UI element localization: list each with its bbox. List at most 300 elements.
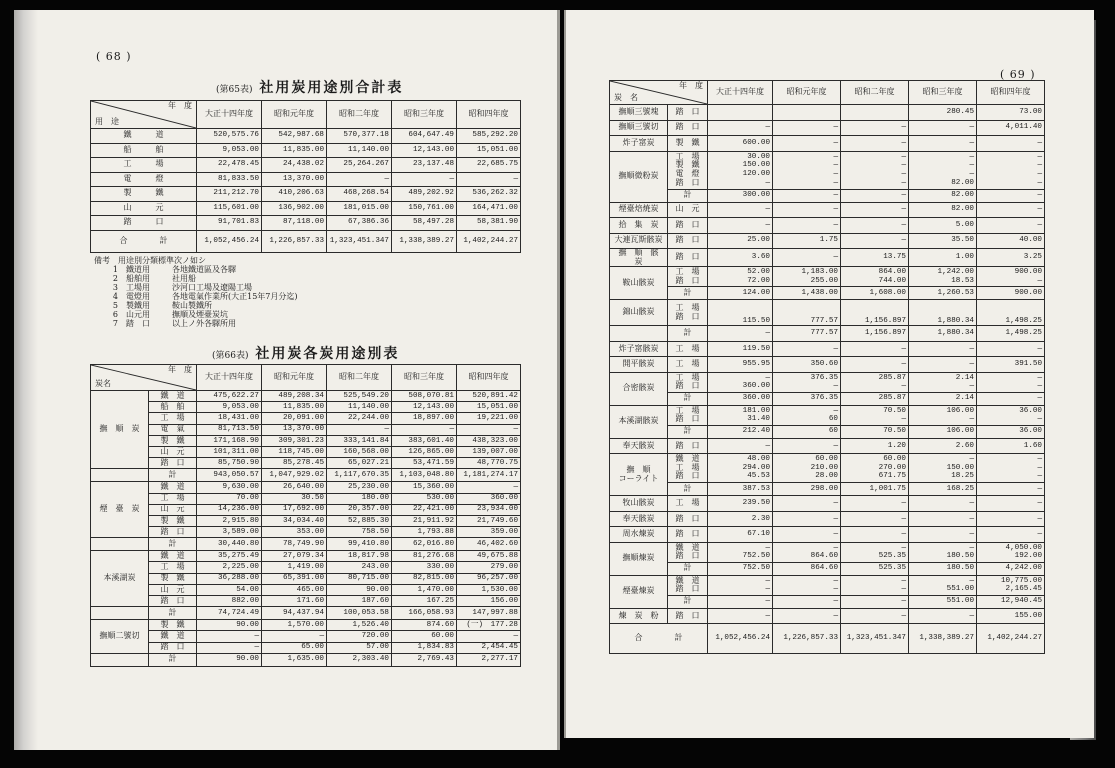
- continued-use-label: 工 場: [668, 357, 708, 373]
- table-continued-corner: [610, 81, 708, 105]
- continued-row: [610, 136, 1045, 152]
- table66-year-header: 昭和四年度: [457, 365, 521, 391]
- table65-row: [91, 187, 521, 202]
- table66-coal-name: 煙 臺 炭: [91, 482, 149, 538]
- continued-group-row: [610, 542, 1045, 562]
- table66-cell: 90.00: [327, 584, 392, 595]
- continued-row: [610, 105, 1045, 121]
- table66-cell: 882.00: [197, 596, 262, 607]
- continued-coal-name: 大連瓦斯骸炭: [610, 233, 668, 249]
- table66-cell: 1,526.40: [327, 620, 392, 631]
- table-continued-year-header: 大正十四年度: [708, 81, 773, 105]
- continued-use-label: [668, 405, 708, 425]
- note-description: 各地鐵道區及各驛: [172, 265, 236, 274]
- continued-subtotal-cell: 1,438.00: [773, 287, 841, 300]
- table-continued-corner-year: 年 度: [679, 81, 703, 90]
- continued-cell: —: [841, 357, 909, 373]
- table66-subtotal-cell: 147,997.88: [457, 607, 521, 620]
- continued-coal-name: 錦山骸炭: [610, 300, 668, 326]
- table66-cell: 167.25: [392, 596, 457, 607]
- continued-subtotal-label: 計: [668, 287, 708, 300]
- continued-cell: — 180.50: [909, 542, 977, 562]
- table65-cell: 22,685.75: [457, 158, 521, 173]
- table66-cell: 18,817.98: [327, 551, 392, 562]
- table65-cell: 58,497.28: [392, 216, 457, 231]
- continued-use-line: 踏 口: [675, 471, 700, 481]
- table66-row: [91, 413, 521, 424]
- table65-cell: 22,478.45: [197, 158, 262, 173]
- continued-cell: 955.95: [708, 357, 773, 373]
- notes-heading: 備考 用途別分類標準次ノ如シ: [94, 256, 206, 265]
- continued-cell: —: [841, 341, 909, 357]
- continued-use-line: 踏 口: [675, 381, 700, 391]
- table66-subtotal-row: [91, 607, 521, 620]
- table66-year-header: 昭和二年度: [327, 365, 392, 391]
- table65-row: [91, 201, 521, 216]
- table66-use-label: 山 元: [149, 504, 197, 515]
- continued-cell: —: [841, 202, 909, 218]
- continued-subtotal-cell: —: [977, 483, 1045, 496]
- note-number: 6: [112, 310, 118, 319]
- table66-row: [91, 631, 521, 642]
- table66-cell: 1,419.00: [262, 562, 327, 573]
- table66-corner: [91, 365, 197, 391]
- table65-row: [91, 129, 521, 144]
- note-term: 山元用: [126, 310, 150, 319]
- continued-cell: — 551.00: [909, 575, 977, 595]
- continued-total-cell: 1,052,456.24: [708, 624, 773, 654]
- continued-subtotal-label: 計: [668, 392, 708, 405]
- continued-cell: 1,156.897: [841, 326, 909, 342]
- table66: [90, 364, 521, 667]
- table66-cell: —: [457, 482, 521, 493]
- table66-cell: 65,027.21: [327, 458, 392, 469]
- table66-cell: 52,885.30: [327, 515, 392, 526]
- table66-use-label: 工 場: [149, 413, 197, 424]
- continued-cell: 25.00: [708, 233, 773, 249]
- table66-use-label: 鐵 道: [149, 482, 197, 493]
- continued-use-line: 踏 口: [675, 551, 700, 561]
- continued-cell: —: [773, 496, 841, 512]
- table66-corner-year: 年 度: [168, 365, 192, 374]
- table66-subtotal-cell: 2,303.40: [327, 653, 392, 666]
- continued-subtotal-label: 計: [668, 483, 708, 496]
- continued-cell: — 360.00: [708, 372, 773, 392]
- continued-subtotal-cell: 124.00: [708, 287, 773, 300]
- table65-cell: 23,137.48: [392, 158, 457, 173]
- continued-row: [610, 249, 1045, 267]
- continued-coal-name: 撫順煉炭: [610, 542, 668, 575]
- table66-cell: 359.00: [457, 527, 521, 538]
- table66-corner-coal: 炭名: [95, 379, 111, 389]
- table66-use-label: 踏 口: [149, 527, 197, 538]
- continued-cell: —: [977, 527, 1045, 543]
- continued-cell: —: [909, 527, 977, 543]
- table66-cell: 118,745.00: [262, 446, 327, 457]
- continued-cell: —: [909, 511, 977, 527]
- continued-cell: 181.00 31.40: [708, 405, 773, 425]
- continued-cell: 1.60: [977, 438, 1045, 454]
- continued-row: [610, 511, 1045, 527]
- table66-cell: 15,360.00: [392, 482, 457, 493]
- continued-subtotal-cell: 900.00: [977, 287, 1045, 300]
- continued-use-label: 踏 口: [668, 105, 708, 121]
- table65-cell: 570,377.18: [327, 129, 392, 144]
- continued-cell: 600.00: [708, 136, 773, 152]
- page-number-right: ( 69 ): [1000, 68, 1036, 81]
- table-continued-corner-coal: 炭 名: [614, 93, 638, 103]
- table65-cell: 24,438.02: [262, 158, 327, 173]
- table66-cell: 12,143.00: [392, 402, 457, 413]
- table66-cell: 14,236.00: [197, 504, 262, 515]
- table65-total-cell: 1,226,857.33: [262, 230, 327, 252]
- table66-subtotal-cell: 166,058.93: [392, 607, 457, 620]
- continued-cell: — —: [977, 372, 1045, 392]
- continued-use-label: 踏 口: [668, 438, 708, 454]
- table66-cell: —: [197, 631, 262, 642]
- table65-cell: 410,206.63: [262, 187, 327, 202]
- table66-subtotal-cell: 74,724.49: [197, 607, 262, 620]
- table66-subtotal-cell: 1,181,274.17: [457, 469, 521, 482]
- continued-cell: 3.60: [708, 249, 773, 267]
- table66-cell: 383,601.40: [392, 435, 457, 446]
- table66-cell: 15,051.00: [457, 402, 521, 413]
- table66-subtotal-row: [91, 538, 521, 551]
- continued-cell: —: [773, 136, 841, 152]
- continued-coal-name: 本溪湖骸炭: [610, 405, 668, 438]
- continued-subtotal-cell: 298.00: [773, 483, 841, 496]
- table66-cell: —: [327, 424, 392, 435]
- continued-cell: —: [773, 218, 841, 234]
- table66-cell: 70.00: [197, 493, 262, 504]
- continued-cell: 376.35 —: [773, 372, 841, 392]
- table66-cell: 11,140.00: [327, 402, 392, 413]
- table66-use-label: 工 場: [149, 493, 197, 504]
- continued-coal-name: 撫順三號切: [610, 120, 668, 136]
- continued-cell: 900.00 —: [977, 267, 1045, 287]
- table66-cell: 22,421.00: [392, 504, 457, 515]
- table65-use-label: 鐵 道: [91, 129, 197, 144]
- table66-cell: 353.00: [262, 527, 327, 538]
- table66-cell: 96,257.00: [457, 573, 521, 584]
- table66-cell: 330.00: [392, 562, 457, 573]
- table66-subtotal-cell: 1,047,929.02: [262, 469, 327, 482]
- continued-subtotal-cell: 82.00: [909, 189, 977, 202]
- continued-use-label: 踏 口: [668, 608, 708, 624]
- continued-row: [610, 608, 1045, 624]
- continued-total-cell: 1,402,244.27: [977, 624, 1045, 654]
- continued-subtotal-label: 計: [668, 595, 708, 608]
- continued-cell: 115.50: [708, 300, 773, 326]
- table65-title-text: 社用炭用途別合計表: [259, 80, 404, 96]
- continued-subtotal-row: [610, 483, 1045, 496]
- table66-subtotal-row: [91, 469, 521, 482]
- table66-row: [91, 596, 521, 607]
- table65-total-cell: 1,052,456.24: [197, 230, 262, 252]
- continued-cell: — — — —: [977, 151, 1045, 189]
- table66-cell: 874.60: [392, 620, 457, 631]
- continued-coal-name: 煙臺焙焼炭: [610, 202, 668, 218]
- continued-cell: 4,050.00 192.00: [977, 542, 1045, 562]
- continued-subtotal-cell: 387.53: [708, 483, 773, 496]
- note-term: 製鐵用: [126, 301, 150, 310]
- continued-cell: —: [841, 136, 909, 152]
- table66-cell: 34,034.40: [262, 515, 327, 526]
- table66-subtotal-label: 計: [149, 653, 197, 666]
- table-continued-year-header: 昭和二年度: [841, 81, 909, 105]
- continued-subtotal-cell: —: [977, 392, 1045, 405]
- continued-coal-name: 開平骸炭: [610, 357, 668, 373]
- table65-cell: 67,386.36: [327, 216, 392, 231]
- table65-row: [91, 143, 521, 158]
- continued-use-label: [668, 575, 708, 595]
- continued-cell: 1,880.34: [909, 326, 977, 342]
- continued-cell: 239.50: [708, 496, 773, 512]
- table65-total-cell: 1,323,451.347: [327, 230, 392, 252]
- continued-cell: 73.00: [977, 105, 1045, 121]
- continued-use-label: 計: [668, 326, 708, 342]
- continued-cell: —: [977, 136, 1045, 152]
- continued-subtotal-label: 計: [668, 425, 708, 438]
- continued-cell: 60.00 270.00 671.75: [841, 454, 909, 483]
- continued-cell: 13.75: [841, 249, 909, 267]
- table66-cell: 17,692.00: [262, 504, 327, 515]
- continued-row: [610, 527, 1045, 543]
- continued-cell: —: [773, 438, 841, 454]
- table66-blank-cell: [91, 607, 149, 620]
- table66-row: [91, 620, 521, 631]
- table66-subtotal-cell: 46,402.60: [457, 538, 521, 551]
- table66-use-label: 電 氣: [149, 424, 197, 435]
- continued-coal-name: 煙臺煉炭: [610, 575, 668, 608]
- table66-subtotal-cell: 943,050.57: [197, 469, 262, 482]
- table66-cell: 21,911.92: [392, 515, 457, 526]
- table66-cell: —: [457, 631, 521, 642]
- continued-cell: — 150.00 18.25: [909, 454, 977, 483]
- table66-subtotal-cell: 99,410.80: [327, 538, 392, 551]
- continued-subtotal-cell: —: [841, 189, 909, 202]
- continued-use-line: 製 鐵: [675, 160, 700, 170]
- continued-cell: —: [977, 511, 1045, 527]
- continued-coal-name: 鞍山骸炭: [610, 267, 668, 300]
- continued-cell: 391.50: [977, 357, 1045, 373]
- continued-coal-name: 煉 炭 粉: [610, 608, 668, 624]
- table66-subtotal-cell: 90.00: [197, 653, 262, 666]
- continued-cell: —: [909, 136, 977, 152]
- table65-use-label: 船 舶: [91, 143, 197, 158]
- table65-year-header: 昭和二年度: [327, 101, 392, 129]
- continued-cell: [773, 105, 841, 121]
- table66-cell: 85,278.45: [262, 458, 327, 469]
- continued-use-label: 踏 口: [668, 527, 708, 543]
- note-number: 4: [112, 292, 118, 301]
- table66-use-label: 鐵 道: [149, 551, 197, 562]
- table66-row: [91, 391, 521, 402]
- table66-cell: 360.00: [457, 493, 521, 504]
- continued-cell: —: [773, 527, 841, 543]
- continued-use-label: 踏 口: [668, 511, 708, 527]
- table66-title: [212, 343, 399, 363]
- table66-cell: 53,471.59: [392, 458, 457, 469]
- continued-cell: — — —: [977, 454, 1045, 483]
- table65-row: [91, 158, 521, 173]
- continued-cell: [708, 105, 773, 121]
- page-number-left: ( 68 ): [96, 50, 132, 63]
- table66-cell: 23,934.00: [457, 504, 521, 515]
- table66-use-label: 製 鐵: [149, 435, 197, 446]
- table66-cell: 520,891.42: [457, 391, 521, 402]
- continued-subtotal-cell: 376.35: [773, 392, 841, 405]
- continued-use-label: [668, 300, 708, 326]
- table66-row: [91, 424, 521, 435]
- continued-cell: 280.45: [909, 105, 977, 121]
- note-description: 鞍山製鐵所: [172, 301, 212, 310]
- continued-subtotal-row: [610, 189, 1045, 202]
- table66-cell: 81,276.68: [392, 551, 457, 562]
- table65-total-label: 合 計: [91, 230, 197, 252]
- table65-cell: 81,833.50: [197, 172, 262, 187]
- continued-cell: —: [841, 511, 909, 527]
- continued-subtotal-label: 計: [668, 562, 708, 575]
- table66-subtotal-label: 計: [149, 538, 197, 551]
- continued-coal-name: 撫 順 骸 炭: [610, 249, 668, 267]
- table66-cell: 18,897.00: [392, 413, 457, 424]
- table65-notes: [94, 256, 298, 328]
- continued-cell: 36.00 —: [977, 405, 1045, 425]
- table66-cell: 36,288.00: [197, 573, 262, 584]
- table66-cell: 90.00: [197, 620, 262, 631]
- table65-year-header: 昭和元年度: [262, 101, 327, 129]
- continued-cell: —: [773, 341, 841, 357]
- table66-cell: 13,370.00: [262, 424, 327, 435]
- continued-cell: —: [841, 527, 909, 543]
- table66-cell: 81,713.50: [197, 424, 262, 435]
- table66-row: [91, 515, 521, 526]
- continued-use-line: 工 場: [675, 372, 700, 382]
- continued-cell: 119.50: [708, 341, 773, 357]
- table66-cell: 187.60: [327, 596, 392, 607]
- continued-cell: 1,183.00 255.00: [773, 267, 841, 287]
- table66-use-label: 山 元: [149, 584, 197, 595]
- table65-row: [91, 216, 521, 231]
- continued-use-line: 工 場: [675, 267, 700, 277]
- table66-cell: 243.00: [327, 562, 392, 573]
- table65-cell: 211,212.70: [197, 187, 262, 202]
- table66-coal-name: 撫 順 炭: [91, 391, 149, 469]
- note-item: [94, 310, 298, 319]
- table66-use-label: 踏 口: [149, 596, 197, 607]
- table66-use-label: 製 鐵: [149, 515, 197, 526]
- note-number: 7: [112, 319, 118, 328]
- continued-use-line: 工 場: [675, 303, 700, 313]
- table66-cell: 25,230.00: [327, 482, 392, 493]
- table66-subtotal-cell: 30,440.80: [197, 538, 262, 551]
- table66-row: [91, 458, 521, 469]
- continued-subtotal-cell: 106.00: [909, 425, 977, 438]
- continued-coal-name: 炸子窰骸炭: [610, 341, 668, 357]
- table65-cell: 9,053.00: [197, 143, 262, 158]
- table66-subtotal-cell: 94,437.94: [262, 607, 327, 620]
- continued-use-label: 山 元: [668, 202, 708, 218]
- table65-cell: 11,140.00: [327, 143, 392, 158]
- continued-coal-name: 拾 集 炭: [610, 218, 668, 234]
- table65-corner: [91, 101, 197, 129]
- continued-use-line: 鐵 道: [675, 542, 700, 552]
- table65-cell: 91,701.83: [197, 216, 262, 231]
- continued-row: [610, 357, 1045, 373]
- table65-number: (第65表): [216, 85, 253, 95]
- continued-cell: —: [977, 218, 1045, 234]
- continued-subtotal-cell: —: [773, 595, 841, 608]
- table66-cell: (一) 177.28: [457, 620, 521, 631]
- note-number: 1: [112, 265, 118, 274]
- table65-corner-year: 年 度: [168, 101, 192, 110]
- table66-cell: 30.50: [262, 493, 327, 504]
- table66-cell: 20,091.00: [262, 413, 327, 424]
- continued-cell: —: [841, 120, 909, 136]
- note-term: 船舶用: [126, 274, 150, 283]
- continued-subtotal-cell: 70.50: [841, 425, 909, 438]
- continued-coal-name: 撫 順 コーライト: [610, 454, 668, 496]
- continued-cell: —: [708, 202, 773, 218]
- table-continued: [609, 80, 1045, 654]
- continued-row: [610, 202, 1045, 218]
- table65-cell: 489,202.92: [392, 187, 457, 202]
- continued-cell: —: [708, 218, 773, 234]
- continued-cell: —: [708, 438, 773, 454]
- table65-cell: 468,268.54: [327, 187, 392, 202]
- continued-cell: —: [773, 511, 841, 527]
- table66-subtotal-cell: 2,769.43: [392, 653, 457, 666]
- table66-cell: 171.60: [262, 596, 327, 607]
- table66-subtotal-cell: 1,117,670.35: [327, 469, 392, 482]
- table66-cell: 139,007.00: [457, 446, 521, 457]
- table65-cell: 11,835.00: [262, 143, 327, 158]
- continued-cell: 155.00: [977, 608, 1045, 624]
- continued-cell: 35.50: [909, 233, 977, 249]
- continued-use-label: [668, 454, 708, 483]
- continued-use-line: 踏 口: [675, 311, 700, 321]
- continued-subtotal-cell: 36.00: [977, 425, 1045, 438]
- table66-cell: 26,640.00: [262, 482, 327, 493]
- continued-subtotal-row: [610, 595, 1045, 608]
- continued-cell: — 525.35: [841, 542, 909, 562]
- table66-cell: 48,770.75: [457, 458, 521, 469]
- continued-row: [610, 326, 1045, 342]
- continued-cell: 4,011.40: [977, 120, 1045, 136]
- continued-cell: — —: [773, 575, 841, 595]
- continued-coal-name: [610, 326, 668, 342]
- continued-cell: —: [841, 608, 909, 624]
- table65-year-header: 昭和四年度: [457, 101, 521, 129]
- continued-row: [610, 120, 1045, 136]
- continued-cell: —: [977, 341, 1045, 357]
- note-description: 撫順及煙臺炭坑: [172, 310, 228, 319]
- table66-cell: —: [457, 424, 521, 435]
- note-item: [94, 292, 298, 301]
- table66-row: [91, 435, 521, 446]
- table66-row: [91, 402, 521, 413]
- table65-total-cell: 1,338,389.27: [392, 230, 457, 252]
- table66-cell: 465.00: [262, 584, 327, 595]
- continued-cell: —: [909, 357, 977, 373]
- note-item: [94, 319, 298, 328]
- table66-subtotal-cell: 1,103,048.80: [392, 469, 457, 482]
- continued-cell: 285.87 —: [841, 372, 909, 392]
- continued-subtotal-cell: 525.35: [841, 562, 909, 575]
- note-description: 社用船: [172, 274, 196, 283]
- table66-cell: 1,793.88: [392, 527, 457, 538]
